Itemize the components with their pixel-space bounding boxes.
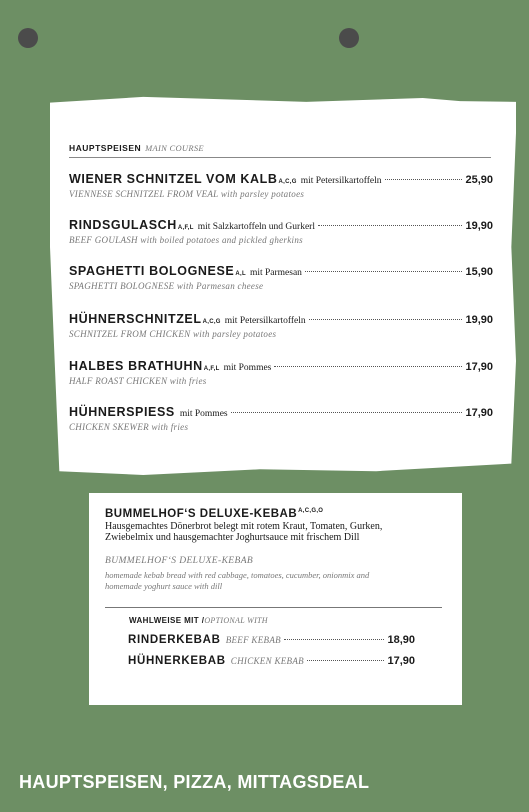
item-allergens: A,L [235,271,246,277]
item-price: 17,90 [465,361,493,373]
kebab-option [128,634,415,646]
option-name: HÜHNERKEBAB [128,655,226,667]
menu-item [69,218,493,245]
options-heading-de: WAHLWEISE MIT / [129,616,205,625]
item-description: mit Pommes [179,409,228,419]
item-allergens: A,C,G [202,319,221,325]
item-english: SCHNITZEL FROM CHICKEN with parsley potatoes [69,329,277,339]
item-name: HALBES BRATHUHN [69,359,203,373]
dot-leader [305,271,463,272]
item-description: mit Salzkartoffeln und Gurkerl [197,222,315,232]
dot-leader [307,660,385,661]
item-english: BEEF GOULASH with boiled potatoes and pickled gherkins [69,235,303,245]
menu-item [69,172,493,199]
menu-item [69,405,493,432]
item-price: 25,90 [465,174,493,186]
kebab-title [105,508,323,520]
section-subtitle: MAIN COURSE [145,143,204,153]
section-heading [69,143,204,153]
item-price: 19,90 [465,314,493,326]
item-allergens: A,F,L [203,366,220,372]
kebab-english-description: homemade kebab bread with red cabbage, tomatoes, cucumber, onionmix and homemade yoghurt sauce with dill [105,570,370,591]
dot-leader [284,639,385,640]
item-name: HÜHNERSPIESS [69,405,175,419]
kebab-divider [105,607,442,608]
kebab-description: Hausgemachtes Dönerbrot belegt mit rotem Kraut, Tomaten, Gurken, Zwiebelmix und hausgemachter Joghurtsauce mit frischem Dill [105,521,383,543]
item-name: WIENER SCHNITZEL VOM KALB [69,172,278,186]
menu-item [69,359,493,386]
dot-leader [274,366,462,367]
item-english: CHICKEN SKEWER with fries [69,422,189,432]
kebab-english-title: BUMMELHOF‘S DELUXE-KEBAB [105,556,254,566]
menu-item [69,312,493,339]
option-price: 18,90 [387,634,415,646]
item-name: RINDSGULASCH [69,218,177,232]
item-allergens: A,F,L [177,225,194,231]
option-english: BEEF KEBAB [225,635,281,645]
item-price: 17,90 [465,407,493,419]
item-description: mit Petersilkartoffeln [224,316,306,326]
kebab-allergens: A,C,G,O [298,508,324,515]
item-price: 15,90 [465,266,493,278]
option-name: RINDERKEBAB [128,634,221,646]
item-name: SPAGHETTI BOLOGNESE [69,264,235,278]
options-heading [129,616,268,625]
binder-hole-right [339,28,359,48]
item-name: HÜHNERSCHNITZEL [69,312,202,326]
kebab-option [128,655,415,667]
option-price: 17,90 [387,655,415,667]
item-english: SPAGHETTI BOLOGNESE with Parmesan cheese [69,281,264,291]
section-divider [69,157,491,158]
item-description: mit Petersilkartoffeln [300,176,382,186]
menu-item [69,264,493,291]
dot-leader [309,319,463,320]
item-english: VIENNESE SCHNITZEL FROM VEAL with parsley potatoes [69,189,305,199]
options-heading-en: OPTIONAL WITH [204,616,268,625]
item-allergens: A,C,G [278,179,297,185]
kebab-name: BUMMELHOF‘S DELUXE-KEBAB [105,508,298,520]
footer-title: HAUPTSPEISEN, PIZZA, MITTAGSDEAL [19,772,370,792]
binder-hole-left [18,28,38,48]
item-price: 19,90 [465,220,493,232]
dot-leader [231,412,463,413]
item-english: HALF ROAST CHICKEN with fries [69,376,207,386]
dot-leader [385,179,463,180]
item-description: mit Parmesan [249,268,302,278]
section-title: HAUPTSPEISEN [69,143,142,153]
item-description: mit Pommes [223,363,272,373]
option-english: CHICKEN KEBAB [230,656,304,666]
dot-leader [318,225,462,226]
